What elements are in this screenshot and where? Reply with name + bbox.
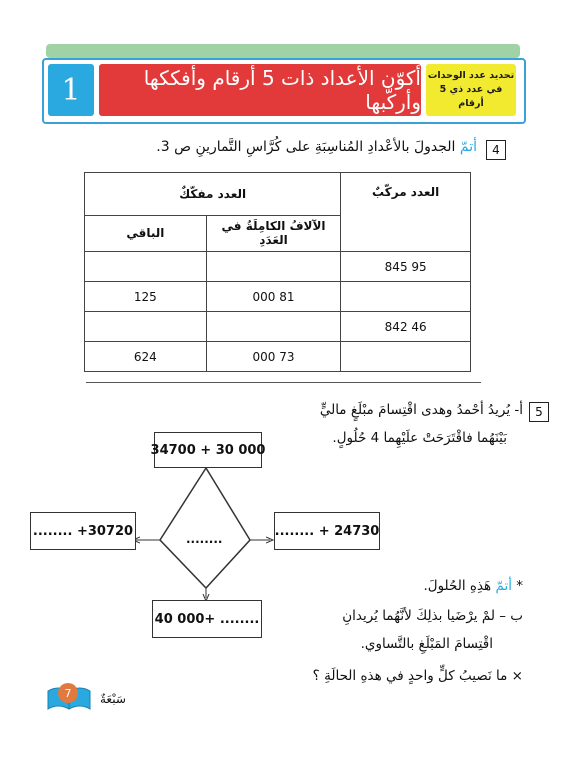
exercise-4-instruction-text: الجدولَ بالأعْدادِ المُناسِبَةِ على كُرَّاسِ التَّمارينِ ص 3. [156, 139, 460, 155]
lesson-number: 1 [48, 64, 94, 116]
header-composed: العدد مركّبٌ [341, 173, 471, 252]
page-number-word: سَبْعَةٌ [100, 692, 126, 706]
exercise-5-line1: أ- يُريدُ أحْمدُ وهدى اقْتِسامَ مبْلَغٍ ماليٍّ [319, 402, 523, 418]
exercise-4-number: 4 [486, 140, 506, 160]
exercise-5-complete-text: هَذِهِ الحُلولَ. [423, 578, 496, 594]
exercise-5-b-line1: ب – لمْ يرْضَيا بذلِكَ لأنَّهُما يُريدانِ [342, 608, 523, 624]
cell-remainder: 125 [85, 282, 207, 312]
cell-remainder: 624 [85, 342, 207, 372]
diagram-right-box: ........ + 24730 [274, 512, 380, 550]
lesson-tag-line1: تحديد عدد الوحدات [427, 69, 515, 81]
exercise-5-line2: بَيْنَهُما فاقْتَرَحَتْ علَيْهِما 4 حُلُولٍ. [332, 430, 507, 446]
page-number: 7 [58, 683, 78, 703]
diagram-bottom-box: 40 000+ ........ [152, 600, 262, 638]
diagram-left-box: ........ +30720 [30, 512, 136, 550]
exercise-5-question: × ما نَصيبُ كلٍّ واحدٍ في هذهِ الحالَةِ ؟ [312, 668, 523, 684]
cell-composed: 95 845 [341, 252, 471, 282]
center-diamond [160, 468, 250, 588]
diagram-top-box: 34700 + 30 000 [154, 432, 262, 468]
lesson-title: أكوّن الأعداد ذات 5 أرقام وأفككها وأركّبها [99, 64, 421, 116]
header-decomposed: العدد مفكّكٌ [85, 173, 341, 216]
subheader-remainder: الباقي [85, 215, 207, 251]
exercise-5-keyword: أتمّ [495, 578, 512, 594]
exercise-5-number: 5 [529, 402, 549, 422]
cell-thousands: 81 000 [206, 282, 341, 312]
exercise-5-complete [423, 578, 523, 594]
diagram-center-blank: ........ [186, 532, 223, 546]
cell-composed: 46 842 [341, 312, 471, 342]
lesson-tag-line2: في عدد ذي 5 أرقام [439, 83, 503, 110]
exercise-4-keyword: أتمّ [459, 139, 477, 155]
exercise-5-b-line2: اقْتِسامَ المَبْلَغِ بالتَّساوي. [360, 636, 493, 652]
cell-thousands: 73 000 [206, 342, 341, 372]
subheader-thousands: الآلافُ الكامِلَةُ في العَدَدِ [206, 215, 341, 251]
star-bullet: * [516, 578, 523, 594]
